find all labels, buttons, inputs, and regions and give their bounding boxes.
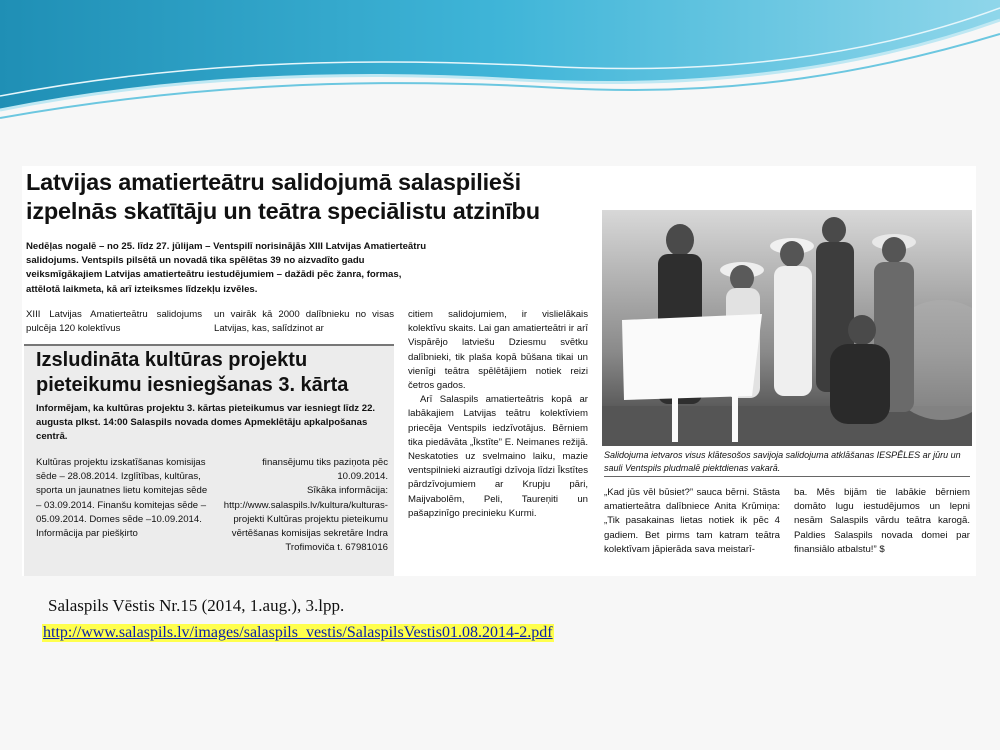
article-col3 [408,308,588,521]
notice-box [24,344,394,576]
article-col3-p1: citiem salidojumiem, ir vislielākais kolektīvu skaits. Lai gan amatierteātri ir arī Vispārējo latviešu Dziesmu svētku dalībnieki, tik plaša kopā būšana tikai un vienīgi teātra spēlētājiem notiek reizi četros gados. [408,309,588,392]
citation: Salaspils Vēstis Nr.15 (2014, 1.aug.), 3.lpp. [48,596,345,615]
notice-right-col: finansējumu tiks paziņota pēc 10.09.2014. Sīkāka informācija: http://www.salaspils.lv/kultura/kulturas-projekti Kultūras projektu pieteikumu vērtēšanas komisijas sekretāre Indra Trofimoviča t. 67981016 [223,457,388,554]
wave-decoration [0,0,1000,140]
article-col1-top: XIII Latvijas Amatierteātru salidojums pulcēja 120 kolektīvus [26,309,202,335]
article-bottom-left: „Kad jūs vēl būsiet?” sauca bērni. Stāsta amatierteātra dalībniece Anita Krūmiņa: „Tik pasakainas lietas notiek ik pēc 4 gadiem. Bet pirms tam katram teātra kolektīvam jāpierāda sava meistarī- [604,487,780,555]
article-bottom-right: ba. Mēs bijām tie labākie bērniem domāto lugu iestudējumos un lepni nesām Salaspils vārdu teātra karogā. Paldies Salaspils novada domei par finansiālo atbalstu!” $ [794,487,970,555]
caption-divider [604,476,970,477]
article-col3-p2: Arī Salaspils amatierteātris kopā ar labākajiem Latvijas teātru kolektīviem priecēja Ventspils iedzīvotājus. Bērniem tika piedāvāta „Īkstīte” E. Neimanes režijā. Neskatoties uz svelmaino laiku, mazie ventspilnieki aizrautīgi dzīvoja līdzi Īkstītes pārdzīvojumiem ar Krupju pāri, Maijvabolēm, Peli, Taureņiti un pašapzinīgo precinieku Kurmi. [408,394,588,519]
source-pdf-link[interactable]: http://www.salaspils.lv/images/salaspils_vestis/SalaspilsVestis01.08.2014-2.pdf [43,624,553,641]
article-photo [602,210,972,446]
article-col2-top: un vairāk kā 2000 dalībnieku no visas Latvijas, kas, salīdzinot ar [214,309,394,335]
notice-lead: Informējam, ka kultūras projektu 3. kārtas pieteikumus var iesniegt līdz 22. augusta plkst. 14:00 Salaspils novada domes Apmeklētāju apkalpošanas centrā. [36,403,376,443]
newspaper-clipping [22,166,976,576]
notice-left-col: Kultūras projektu izskatīšanas komisijas sēde – 28.08.2014. Izglītības, kultūras, sporta un jaunatnes lietu komitejas sēde – 03.09.2014. Finanšu komitejas sēde – 05.09.2014. Domes sēde –10.09.2014. Informācija par piešķirto [36,457,208,540]
photo-caption: Salidojuma ietvaros visus klātesošos savijoja salidojuma atklāšanas IESPĒLES ar jūru un sauli Ventspils pludmalē piektdienas vakarā. [604,450,961,473]
article-lead: Nedēļas nogalē – no 25. līdz 27. jūlijam – Ventspilī norisinājās XIII Latvijas Amatierteātru salidojums. Ventspils pilsētā un novadā tika spēlētas 39 no aizvadīto gadu veiksmīgākajiem Latvijas amatierteātru iestudējumiem – dažādi pēc žanra, formas, attēlotā laikmeta, kā arī izteiksmes līdzekļu izvēles. [26,241,427,295]
notice-title: Izsludināta kultūras projektu pieteikumu iesniegšanas 3. kārta [36,349,349,396]
article-headline: Latvijas amatierteātru salidojumā salaspilieši izpelnās skatītāju un teātra speciālistu atzinību [26,169,540,224]
